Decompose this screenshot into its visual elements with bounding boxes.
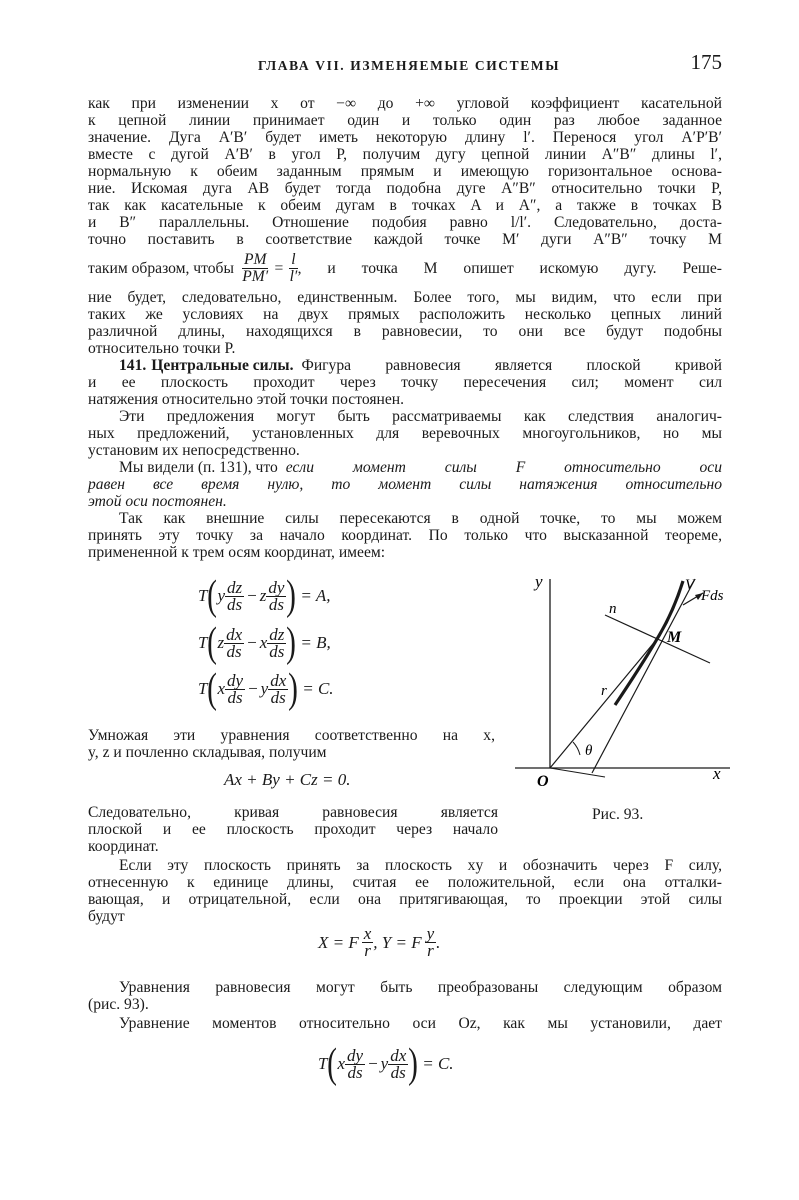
text-segment: Мы видели (п. 131), что bbox=[119, 459, 278, 476]
eq-symbol: x bbox=[259, 633, 268, 652]
label-theta: θ bbox=[585, 743, 593, 759]
fraction-numerator: dy bbox=[268, 577, 285, 597]
text-line: ние. Искомая дуга AB будет тогда подобна дуге A″B″ относительно точки P, bbox=[88, 180, 722, 197]
eq-symbol: x bbox=[217, 679, 226, 698]
page-header bbox=[88, 48, 722, 78]
label-n: n bbox=[609, 601, 617, 617]
text-segment: Фигура равновесия является плоской кривой bbox=[301, 357, 722, 374]
fraction-numerator: dx bbox=[270, 670, 287, 690]
section-heading-line bbox=[119, 357, 722, 374]
eq-symbol: , Y = F bbox=[373, 932, 422, 952]
fraction-denominator: l′ bbox=[289, 268, 298, 285]
equation-plane: Ax + By + Cz = 0. bbox=[224, 770, 351, 789]
theorem-text: этой оси постоянен. bbox=[88, 493, 227, 510]
eq-rhs: = A, bbox=[300, 586, 331, 605]
text-line-with-fractions bbox=[88, 252, 722, 285]
theta-arc bbox=[573, 742, 580, 755]
text-line: как при изменении x от −∞ до +∞ угловой коэффициент касательной bbox=[88, 95, 722, 112]
fraction-numerator: PM bbox=[243, 251, 267, 268]
force-projection-equation bbox=[318, 926, 440, 959]
text-line: точно поставить в соответствие каждой точке M′ дуги A″B″ точку M bbox=[88, 231, 722, 248]
fraction-denominator: PM′ bbox=[242, 268, 269, 285]
eq-operator: − bbox=[247, 633, 257, 652]
eq-symbol: y bbox=[260, 679, 269, 698]
eq-symbol: z bbox=[259, 586, 267, 605]
text-line: таких же условиях на двух прямых расположить несколько цепных линий bbox=[88, 306, 722, 323]
fraction-numerator: x bbox=[363, 924, 372, 943]
label-x: x bbox=[713, 764, 721, 783]
text-line bbox=[119, 459, 722, 476]
fraction-denominator: ds bbox=[269, 641, 285, 661]
label-origin: O bbox=[537, 773, 549, 790]
eq-operator: − bbox=[248, 679, 258, 698]
text-line: примененной к трем осям координат, имеем: bbox=[88, 544, 386, 561]
section-heading: Центральные силы. bbox=[151, 357, 294, 374]
theorem-text: равен все время нулю, то момент силы натяжения относительно bbox=[88, 476, 722, 493]
text-line: и B″ параллельны. Отношение подобия равно l/l′. Следовательно, доста- bbox=[88, 214, 722, 231]
equation-3: T ( x $\frac{dy}{ds}$ − y $\frac{dx}{ds}$ ) = C. bbox=[198, 666, 334, 712]
perpendicular-line bbox=[550, 768, 605, 777]
eq-operator: − bbox=[368, 1054, 378, 1073]
chapter-title: ГЛАВА VII. ИЗМЕНЯЕМЫЕ СИСТЕМЫ bbox=[258, 58, 561, 73]
text-line: принять эту точку за начало координат. По только что высказанной теореме, bbox=[88, 527, 722, 544]
text-line: Умножая эти уравнения соответственно на x, bbox=[88, 727, 495, 744]
text-line: нормальную к обеим заданным прямым и имеющую горизонтальное основа- bbox=[88, 163, 722, 180]
text-line: Уравнение моментов относительно оси Oz, как мы установили, дает bbox=[119, 1015, 722, 1032]
eq-symbol: T bbox=[198, 586, 208, 605]
fraction-denominator: ds bbox=[390, 1062, 406, 1082]
figure-caption: Рис. 93. bbox=[592, 806, 644, 823]
radius-line bbox=[550, 639, 657, 768]
label-fds: Fds bbox=[701, 588, 724, 604]
fraction-numerator: dy bbox=[227, 670, 244, 690]
eq-symbol: X = F bbox=[318, 932, 359, 952]
text-line: и ее плоскость проходит через точку пересечения сил; момент сил bbox=[88, 374, 722, 391]
text-segment: таким образом, чтобы bbox=[88, 259, 234, 277]
fraction-denominator: ds bbox=[270, 687, 286, 707]
equals-sign: = bbox=[274, 259, 284, 277]
text-line: будут bbox=[88, 908, 125, 925]
fraction-numerator: dz bbox=[227, 577, 243, 597]
label-y: y bbox=[535, 572, 543, 591]
fraction-denominator: ds bbox=[226, 641, 242, 661]
eq-symbol: T bbox=[318, 1054, 328, 1073]
text-line: так как касательные к обеим дугам в точках A и A″, а также в точках B bbox=[88, 197, 722, 214]
fraction-denominator: ds bbox=[268, 594, 284, 614]
text-line: Эти предложения могут быть рассматриваемы как следствия аналогич- bbox=[119, 408, 722, 425]
page-number: 175 bbox=[690, 50, 722, 74]
text-line: Так как внешние силы пересекаются в одной точке, то мы можем bbox=[119, 510, 722, 527]
fraction-pm bbox=[242, 252, 269, 285]
eq-symbol: T bbox=[198, 633, 208, 652]
fraction-denominator: r bbox=[427, 941, 434, 960]
text-line: вместе с дугой A′B′ в угол P, получим дугу цепной линии A″B″ длины l′, bbox=[88, 146, 722, 163]
fraction-numerator: dx bbox=[226, 624, 243, 644]
text-line: плоской и ее плоскость проходит через начало bbox=[88, 821, 498, 838]
equation-2: T ( z $\frac{dx}{ds}$ − x $\frac{dz}{ds}$ ) = B, bbox=[198, 620, 331, 666]
eq-rhs: = B, bbox=[300, 633, 331, 652]
fraction-l bbox=[289, 252, 297, 285]
text-line: натяжения относительно этой точки постоянен. bbox=[88, 391, 405, 408]
eq-operator: − bbox=[247, 586, 257, 605]
section-number: 141. bbox=[119, 357, 147, 374]
fraction-numerator: dy bbox=[347, 1045, 364, 1065]
text-line: ных предложений, установленных для веревочных многоугольников, но мы bbox=[88, 425, 722, 442]
label-m: M bbox=[667, 629, 682, 646]
text-line: различной длины, находящихся в равновесии, то они все будут подобны bbox=[88, 323, 722, 340]
eq-symbol: y bbox=[380, 1054, 389, 1073]
figure-93 bbox=[505, 565, 750, 835]
equation-1: T ( y $\frac{dz}{ds}$ − z $\frac{dy}{ds}$ ) = A, bbox=[198, 573, 331, 619]
text-line: Следовательно, кривая равновесия является bbox=[88, 804, 498, 821]
text-segment: , и точка M опишет искомую дугу. Реше- bbox=[297, 259, 722, 277]
text-line: (рис. 93). bbox=[88, 996, 149, 1013]
text-line: Если эту плоскость принять за плоскость xy и обозначить через F силу, bbox=[119, 857, 722, 874]
text-line: установим их непосредственно. bbox=[88, 442, 300, 459]
text-line: y, z и почленно складывая, получим bbox=[88, 744, 327, 761]
text-line: координат. bbox=[88, 838, 159, 855]
tangent-line bbox=[592, 579, 695, 773]
eq-symbol: T bbox=[198, 679, 208, 698]
eq-rhs: = C. bbox=[422, 1054, 454, 1073]
text-line: Уравнения равновесия могут быть преобразованы следующим образом bbox=[119, 979, 722, 996]
text-line: отнесенную к единице длины, считая ее положительной, если она отталки- bbox=[88, 874, 722, 891]
fraction-numerator: dx bbox=[390, 1045, 407, 1065]
fraction-denominator: ds bbox=[347, 1062, 363, 1082]
eq-symbol: z bbox=[217, 633, 225, 652]
fraction-numerator: l bbox=[291, 251, 296, 268]
fraction-numerator: dz bbox=[269, 624, 285, 644]
fraction-numerator: y bbox=[426, 924, 435, 943]
text-line: относительно точки P. bbox=[88, 340, 236, 357]
eq-symbol: . bbox=[436, 932, 441, 952]
fraction-denominator: ds bbox=[227, 594, 243, 614]
eq-symbol: y bbox=[217, 586, 226, 605]
text-line: значение. Дуга A′B′ будет иметь некоторую длину l′. Перенося угол A′P′B′ bbox=[88, 129, 722, 146]
eq-symbol: x bbox=[337, 1054, 346, 1073]
label-r: r bbox=[601, 683, 607, 699]
text-line: вающая, и отрицательной, если она притягивающая, то проекции этой силы bbox=[88, 891, 722, 908]
moment-equation: T ( x $\frac{dy}{ds}$ − y $\frac{dx}{ds}$ ) = C. bbox=[318, 1041, 454, 1087]
text-line: ние будет, следовательно, единственным. Более того, мы видим, что если при bbox=[88, 289, 722, 306]
theorem-text: если момент силы F относительно оси bbox=[285, 459, 722, 476]
eq-rhs: = C. bbox=[302, 679, 334, 698]
label-v: V bbox=[685, 577, 695, 593]
text-line: к цепной линии принимает один и только один раз любое заданное bbox=[88, 112, 722, 129]
fraction-denominator: ds bbox=[227, 687, 243, 707]
fraction-denominator: r bbox=[364, 941, 371, 960]
